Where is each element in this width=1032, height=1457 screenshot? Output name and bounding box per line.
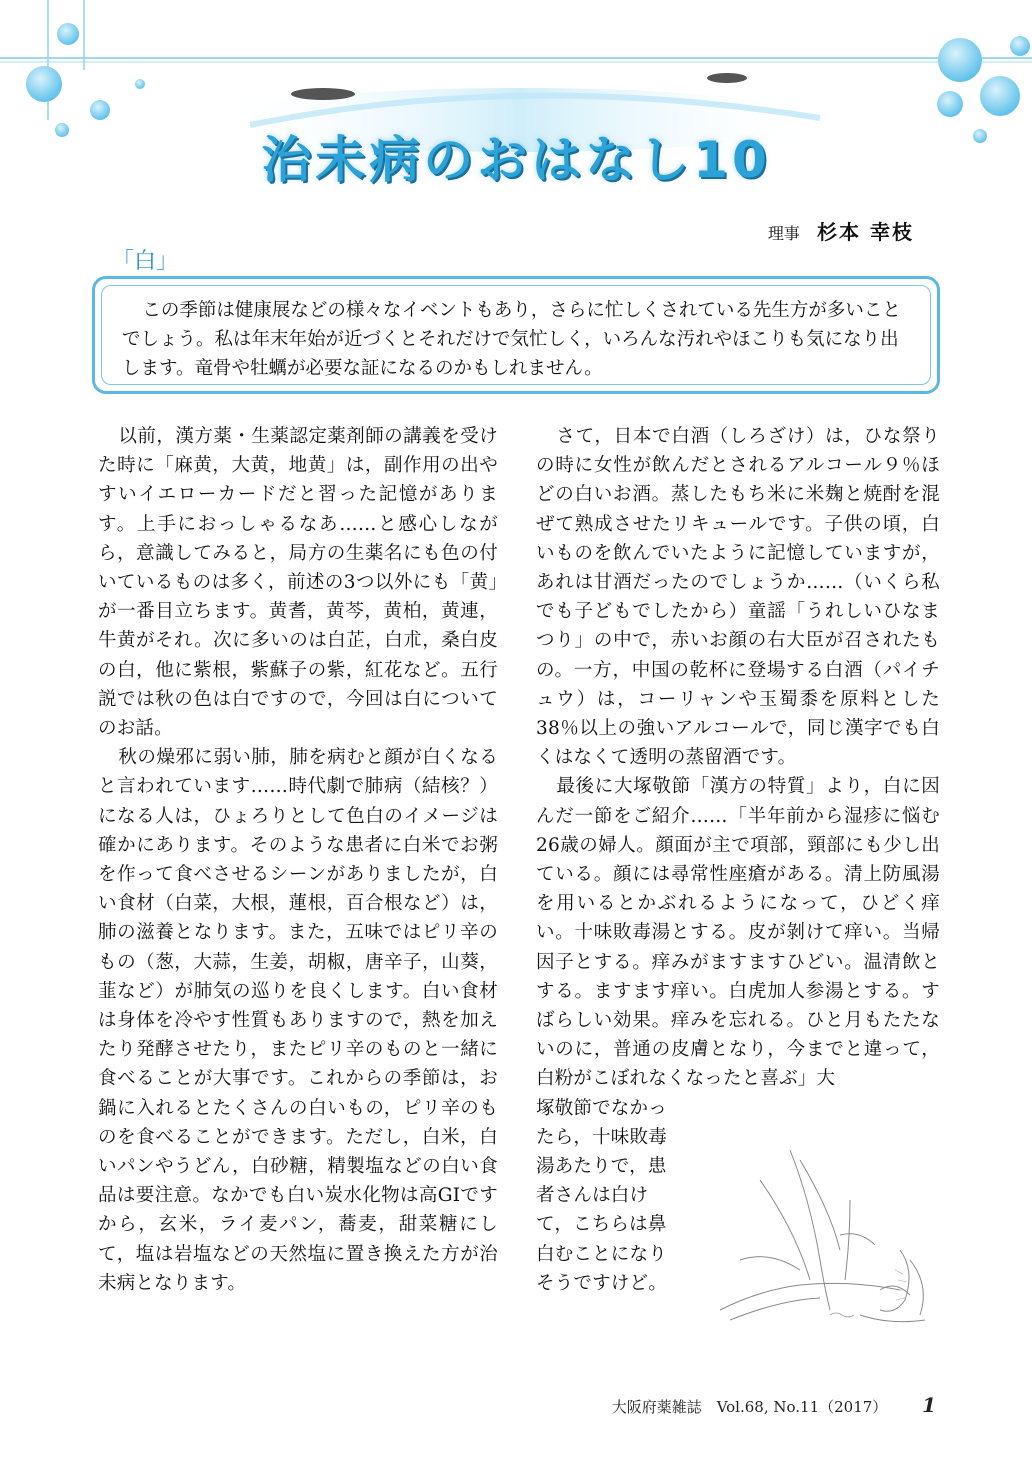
tail-line: 白むことになり <box>536 1243 667 1265</box>
paragraph: 以前，漢方薬・生薬認定薬剤師の講義を受けた時に「麻黄，大黄，地黄」は，副作用の出やすいイエローカードだと習った記憶があります。上手におっしゃるなあ……と感心しながら，意識してみると，局方の生薬名にも色の付いているものは多く，前述の3つ以外にも「黄」が一番目立ちます。黄耆，黄芩，黄柏，黄連，牛黄がそれ。次に多いのは白芷，白朮，桑白皮の白，他に紫根，紫蘇子の紫，紅花など。五行説では秋の色は白ですので，今回は白についてのお話。 <box>98 426 498 740</box>
article-title: 治未病のおはなし10 <box>261 131 771 189</box>
intro-box <box>92 276 940 394</box>
plant-sketch-illustration <box>700 1140 950 1340</box>
paragraph: 秋の燥邪に弱い肺，肺を病むと顔が白くなると言われています……時代劇で肺病（結核？）になる人は，ひょろりとして色白のイメージは確かにあります。そのような患者に白米でお粥を作って食べさせるシーンがありましたが，白い食材（白菜，大根，蓮根，百合根など）は，肺の滋養となります。また，五味ではピリ辛のもの（葱，大蒜，生姜，胡椒，唐辛子，山葵，韮など）が肺気の巡りを良くします。白い食材は身体を冷やす性質もありますので，熱を加えたり発酵させたり，またピリ辛のものと一緒に食べることが大事です。これからの季節は，お鍋に入れるとたくさんの白いもの，ピリ辛のものを食べることができます。ただし，白米，白いパンやうどん，白砂糖，精製塩などの白い食品は要注意。なかでも白い炭水化物は高GIですから，玄米，ライ麦パン，蕎麦，甜菜糖にして，塩は岩塩などの天然塩に置き換えた方が治未病となります。 <box>98 747 498 1294</box>
tail-line: 者さんは白け <box>536 1185 649 1207</box>
tail-line: て，こちらは鼻 <box>536 1214 667 1236</box>
paragraph: 最後に大塚敬節「漢方の特質」より，白に因んだ一節をご紹介……「半年前から湿疹に悩む26歳の婦人。顔面が主で項部，頸部にも少し出ている。顔には尋常性座瘡がある。清上防風湯を用いるとかぶれるようになって，ひどく痒い。十味敗毒湯とする。皮が剝けて痒い。当帰因子とする。痒みがますますひどい。温清飲とする。ますます痒い。白虎加人参湯とする。すばらしい効果。痒みを忘れる。ひと月もたたないのに，普通の皮膚となり，今までと違って，白粉がこぼれなくなったと喜ぶ」大 <box>536 776 940 1090</box>
author-name: 杉本 幸枝 <box>817 220 914 244</box>
tail-line: 塚敬節でなかっ <box>536 1097 667 1119</box>
journal-info: 大阪府薬雑誌 Vol.68, No.11（2017） <box>611 1398 888 1416</box>
paragraph: さて，日本で白酒（しろざけ）は，ひな祭りの時に女性が飲んだとされるアルコール９％ほどの白いお酒。蒸したもち米に米麹と焼酎を混ぜて熟成させたリキュールです。子供の頃，白いものを飲んでいたように記憶していますが，あれは甘酒だったのでしょうか……（いくら私でも子どもでしたから）童謡「うれしいひなまつり」の中で，赤いお顔の右大臣が召されたもの。一方，中国の乾杯に登場する白酒（パイチュウ）は，コーリャンや玉蜀黍を原料とした38％以上の強いアルコールで，同じ漢字でも白くはなくて透明の蒸留酒です。 <box>536 426 940 769</box>
tail-line: 湯あたりで，患 <box>536 1156 667 1178</box>
intro-text: この季節は健康展などの様々なイベントもあり，さらに忙しくされている先生方が多いことでしょう。私は年末年始が近づくとそれだけで気忙しく，いろんな汚れやほこりも気になり出します。竜骨や牡蠣が必要な証になるのかもしれません。 <box>101 285 931 385</box>
author-role: 理事 <box>767 224 800 243</box>
section-heading: 「白」 <box>112 249 179 274</box>
page-number: 1 <box>922 1393 936 1417</box>
tail-line: たら，十味敗毒 <box>536 1126 667 1148</box>
left-column <box>98 422 498 1298</box>
tail-line: そうですけど。 <box>536 1272 667 1294</box>
author-line <box>768 216 914 245</box>
column-tail <box>536 1094 686 1298</box>
page-footer <box>612 1393 936 1417</box>
